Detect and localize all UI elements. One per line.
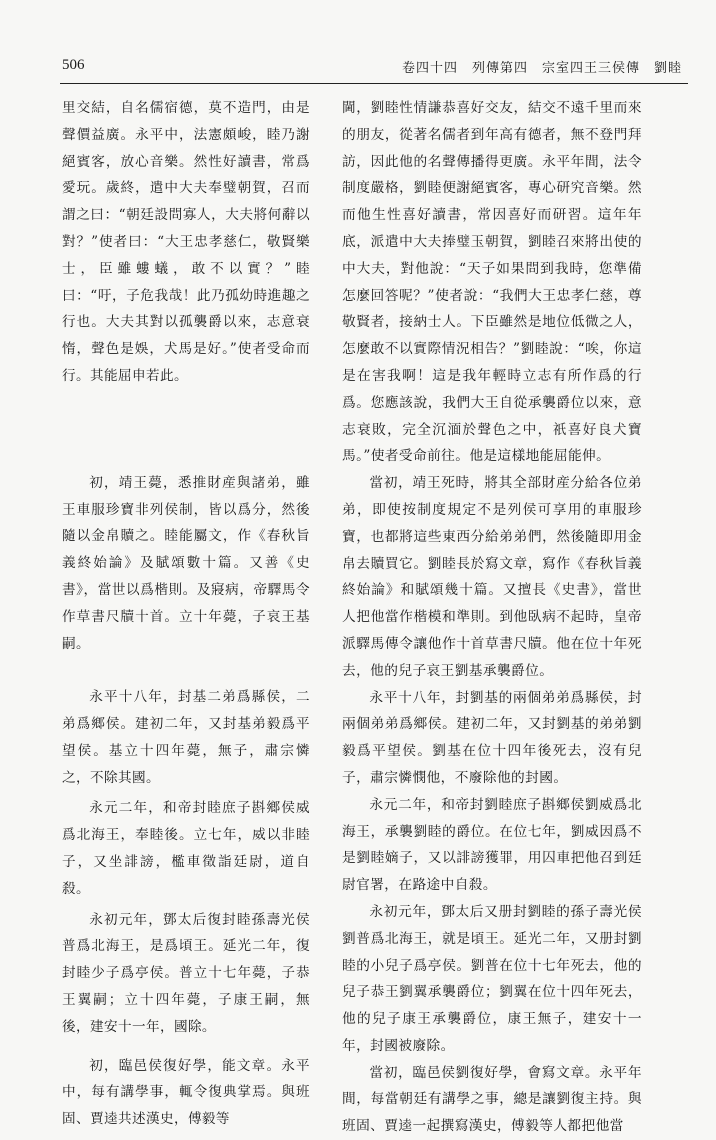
paragraph-original-5: 永初元年，鄧太后復封睦孫壽光侯普爲北海王，是爲頃王。延光二年，復封睦少子爲亭侯。普立十七年薨，子恭王翼嗣；立十四年薨，子康王嗣，無後，建安十一年，國除。 — [62, 911, 310, 1035]
paragraph-original-3: 永平十八年，封基二弟爲縣侯，二弟爲鄉侯。建初二年，又封基弟毅爲平望侯。基立十四年薨，無子，肅宗憐之，不除其國。 — [62, 689, 310, 786]
paragraph-translation-2: 當初，靖王死時，將其全部財産分給各位弟弟，即使按制度規定不是列侯可享用的車服珍寶，也都將這些東西分給弟弟們，然後隨即用金帛去贖買它。劉睦長於寫文章，寫作《春秋旨義終始論》和賦頌幾十篇。又擅長《史書》，當世人把他當作楷模和準則。到他臥病不起時，皇帝派驛馬傳令讓他作十首草書尺牘。他在位十年死去，他的兒子哀王劉基承襲爵位。 — [342, 475, 642, 679]
paragraph-translation-1: 閫，劉睦性情謙恭喜好交友，結交不遠千里而來的朋友，從著名儒者到年高有德者，無不登門拜訪，因此他的名聲傳播得更廣。永平年間，法令制度嚴格，劉睦便謝絕賓客，專心研究音樂。然而他生性喜好讀書，常因喜好而研習。這年年底，派遣中大夫捧璧玉朝賀，劉睦召來將出使的中大夫，對他說：“天子如果問到我時，您準備怎麼回答呢？”使者說：“我們大王忠孝仁慈，尊敬賢者，接納士人。下臣雖然是地位低微之人，怎麼敢不以實際情況相告？”劉睦說：“唉，你這是在害我啊！這是我年輕時立志有所作爲的行爲。您應該說，我們大王自從承襲爵位以來，意志衰敗，完全沉湎於聲色之中，祇喜好良犬寶馬。”使者受命前往。他是這樣地能屈能伸。 — [342, 100, 642, 465]
page-header — [60, 55, 690, 79]
translation-column — [342, 95, 642, 1140]
page-number: 506 — [62, 57, 85, 73]
paragraph-translation-4: 永元二年，和帝封劉睦庶子斟鄉侯劉威爲北海王，承襲劉睦的爵位。在位七年，劉威因爲不是劉睦嫡子，又以誹謗獲罪，用囚車把他召到廷尉官署，在路途中自殺。 — [342, 796, 642, 894]
paragraph-translation-3: 永平十八年，封劉基的兩個弟弟爲縣侯，封兩個弟弟爲鄉侯。建初二年，又封劉基的弟弟劉毅爲平望侯。劉基在位十四年後死去，沒有兒子，肅宗憐憫他，不廢除他的封國。 — [342, 689, 642, 786]
running-head: 卷四十四 列傳第四 宗室四王三侯傳 劉睦 — [401, 61, 682, 76]
paragraph-original-6: 初，臨邑侯復好學，能文章。永平中，每有講學事，輒令復典掌焉。與班固、賈逵共述漢史，傅毅等 — [62, 1057, 310, 1128]
header-rule — [60, 83, 688, 84]
paragraph-original-2: 初，靖王薨，悉推財産與諸弟，雖王車服珍寶非列侯制，皆以爲分，然後隨以金帛贖之。睦能屬文，作《春秋旨義終始論》及賦頌數十篇。又善《史書》，當世以爲楷則。及寢病，帝驛馬令作草書尺牘十首。立十年薨，子哀王基嗣。 — [62, 474, 310, 652]
paragraph-translation-5: 永初元年，鄧太后又册封劉睦的孫子壽光侯劉普爲北海王，就是頃王。延光二年，又册封劉睦的小兒子爲亭侯。劉普在位十七年死去，他的兒子恭王劉翼承襲爵位；劉翼在位十四年死去，他的兒子康王承襲爵位，康王無子，建安十一年，封國被廢除。 — [342, 903, 642, 1054]
paragraph-original-1: 里交結，自名儒宿德，莫不造門，由是聲價益廣。永平中，法憲頗峻，睦乃謝絕賓客，放心音樂。然性好讀書，常爲愛玩。歲終，遣中大夫奉璧朝賀，召而謂之曰：“朝廷設問寡人，大夫將何辭以對？”使者曰：“大王忠孝慈仁，敬賢樂士，臣雖螻蟻，敢不以實？”睦曰：“吁，子危我哉！此乃孤幼時進趣之行也。大夫其對以孤襲爵以來，志意衰惰，聲色是娛，犬馬是好。”使者受命而行。其能屈申若此。 — [62, 100, 310, 384]
original-text-column — [62, 95, 310, 1133]
paragraph-original-4: 永元二年，和帝封睦庶子斟鄉侯威爲北海王，奉睦後。立七年，威以非睦子，又坐誹謗，檻車徵詣廷尉，道自殺。 — [62, 800, 310, 897]
paragraph-translation-6: 當初，臨邑侯劉復好學，會寫文章。永平年間，每當朝廷有講學之事，總是讓劉復主持。與班固、賈逵一起撰寫漢史，傅毅等人都把他當 — [342, 1064, 642, 1135]
